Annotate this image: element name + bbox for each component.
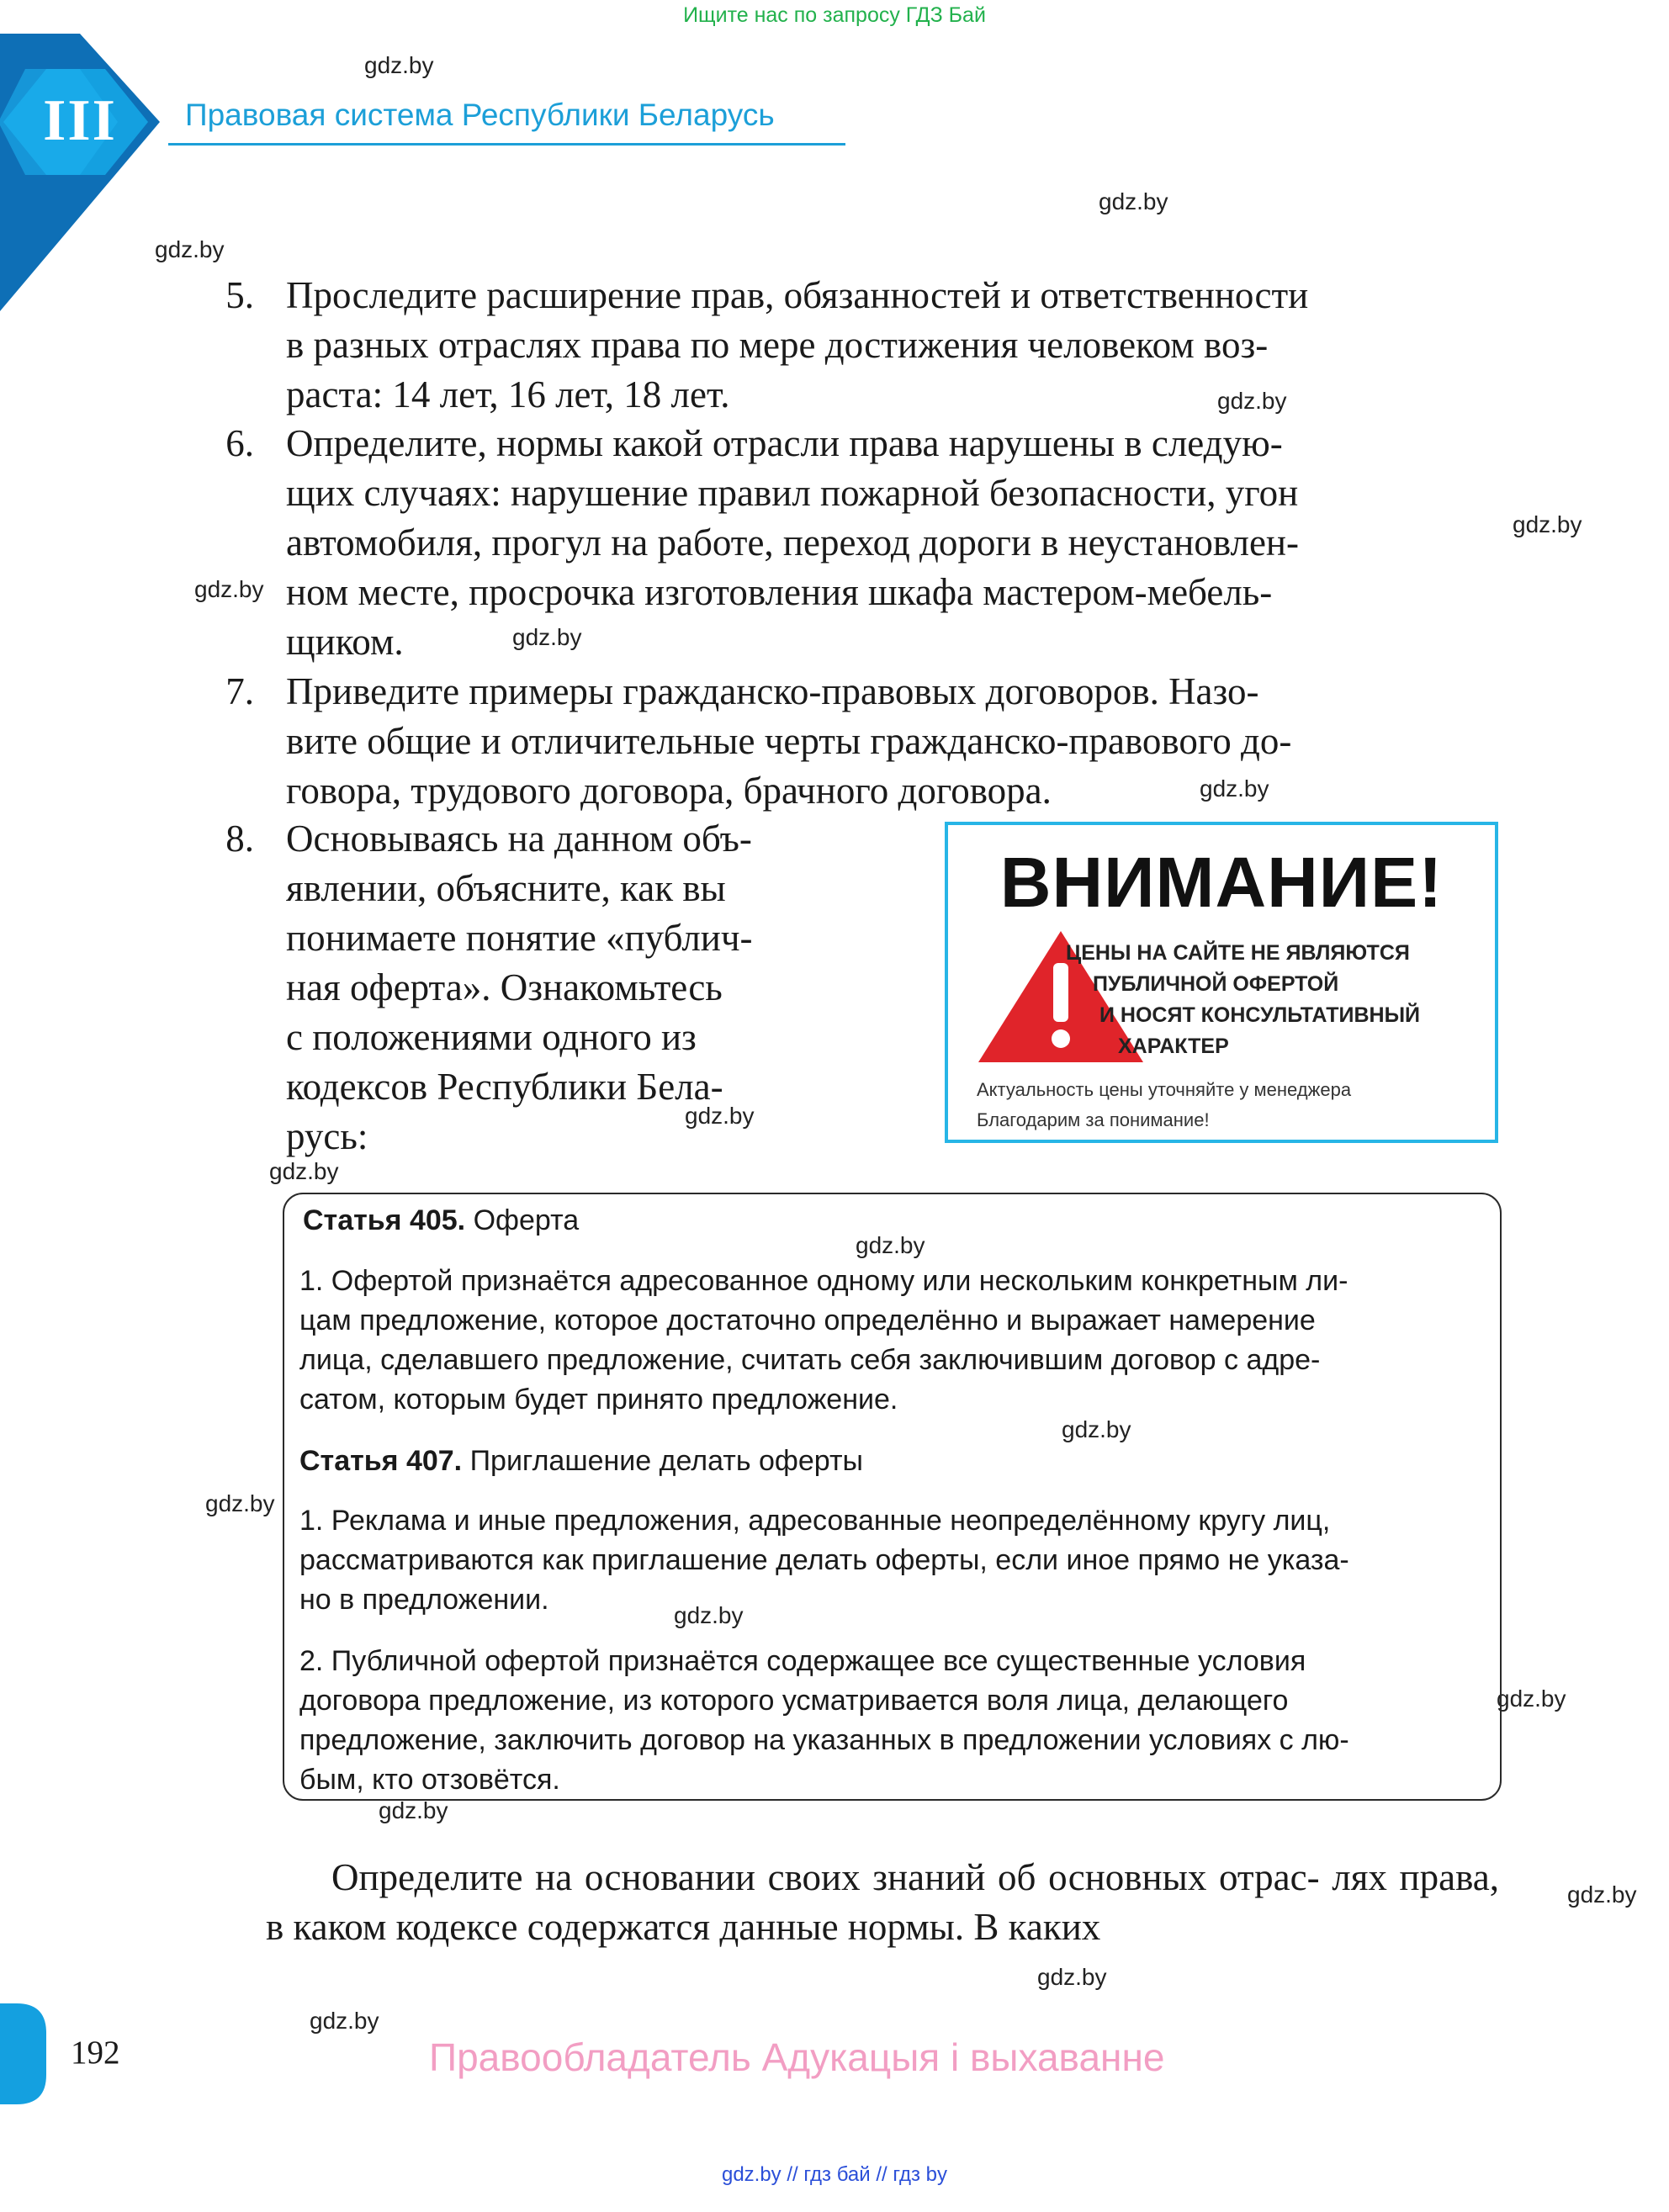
watermark: gdz.by (205, 1490, 275, 1516)
text-line: понимаете понятие «публич- (286, 917, 753, 959)
article-paragraph (299, 1642, 1489, 1800)
watermark: gdz.by (269, 1158, 339, 1184)
chapter-number: III (43, 88, 117, 153)
text-line: с положениями одного из (286, 1016, 697, 1058)
text-line: щих случаях: нарушение правил пожарной безопасности, угон (286, 472, 1299, 514)
text-line: 2. Публичной офертой признаётся содержащее все существенные условия (299, 1645, 1306, 1677)
copyright-holder: Правообладатель Адукацыя і выхаванне (429, 2035, 1165, 2079)
text-line: но в предложении. (299, 1584, 549, 1616)
article-name: Оферта (473, 1204, 580, 1236)
watermark: gdz.by (512, 624, 582, 650)
notice-note (977, 1075, 1490, 1135)
text-line: цам предложение, которое достаточно определённо и выражает намерение (299, 1304, 1316, 1336)
page-tab (0, 2003, 50, 2104)
watermark: gdz.by (1513, 511, 1582, 537)
article-paragraph (299, 1262, 1489, 1420)
text-line: Определите на основании своих знаний об основных отрас- (331, 1856, 1320, 1898)
article-name: Приглашение делать оферты (469, 1445, 863, 1477)
text-line: 1. Реклама и иные предложения, адресованные неопределённому кругу лиц, (299, 1505, 1331, 1537)
watermark: gdz.by (1200, 775, 1269, 802)
text-line: кодексов Республики Бела- (286, 1066, 723, 1108)
text-line: вите общие и отличительные черты гражданско-правового до- (286, 720, 1292, 762)
text-line: ная оферта». Ознакомьтесь (286, 966, 723, 1008)
watermark: gdz.by (1099, 188, 1168, 214)
warning-line: И НОСЯТ КОНСУЛЬТАТИВНЫЙ (1099, 1003, 1421, 1027)
watermark: gdz.by (364, 52, 434, 78)
watermark: gdz.by (155, 236, 225, 262)
warning-line: ХАРАКТЕР (1118, 1035, 1229, 1058)
text-line: явлении, объясните, как вы (286, 867, 726, 909)
watermark: gdz.by (674, 1602, 744, 1628)
task-text (286, 814, 866, 1162)
watermark: gdz.by (1062, 1416, 1131, 1442)
watermark: gdz.by (310, 2008, 379, 2034)
watermark: gdz.by (194, 576, 264, 602)
text-line: 1. Офертой признаётся адресованное одному или нескольким конкретным ли- (299, 1265, 1348, 1297)
text-line: лица, сделавшего предложение, считать себя заключившим договор с адре- (299, 1344, 1321, 1376)
search-banner: Ищите нас по запросу ГДЗ Бай (683, 3, 986, 27)
text-line: договора предложение, из которого усматривается воля лица, делающего (299, 1685, 1289, 1717)
text-line: в разных отраслях права по мере достижения человеком воз- (286, 324, 1269, 366)
article-label: Статья 407. (299, 1445, 463, 1477)
watermark: gdz.by (379, 1797, 448, 1823)
article-label: Статья 405. (303, 1204, 466, 1236)
watermark: gdz.by (685, 1103, 755, 1129)
text-line: ном месте, просрочка изготовления шкафа мастером-мебель- (286, 571, 1273, 613)
article-title (303, 1204, 579, 1237)
task-text (286, 419, 1502, 667)
task-text (286, 667, 1502, 816)
task-number: 7. (225, 670, 254, 712)
text-line: щиком. (286, 621, 404, 663)
text-line: русь: (286, 1115, 368, 1157)
text-line: Основываясь на данном объ- (286, 818, 752, 860)
warning-line: ЦЕНЫ НА САЙТЕ НЕ ЯВЛЯЮТСЯ (1066, 941, 1410, 965)
text-line: говора, трудового договора, брачного договора. (286, 770, 1052, 812)
page-number: 192 (71, 2035, 120, 2071)
article-paragraph (299, 1501, 1489, 1620)
note-line: Благодарим за понимание! (977, 1109, 1210, 1130)
article-title (299, 1445, 863, 1478)
watermark: gdz.by (1217, 388, 1287, 414)
text-line: Приведите примеры гражданско-правовых договоров. Назо- (286, 670, 1259, 712)
price-notice-card (945, 822, 1498, 1143)
closing-paragraph (266, 1853, 1499, 1952)
text-line: сатом, которым будет принято предложение. (299, 1384, 898, 1416)
task-number: 6. (225, 422, 254, 464)
text-line: Проследите расширение прав, обязанностей и ответственности (286, 274, 1309, 316)
chapter-title: Правовая система Республики Беларусь (185, 98, 775, 132)
chapter-badge (0, 34, 168, 311)
watermark: gdz.by (1567, 1881, 1637, 1908)
text-line: рассматриваются как приглашение делать оферты, если иное прямо не указа- (299, 1544, 1349, 1576)
notice-heading: ВНИМАНИЕ! (999, 843, 1444, 922)
text-line: Определите, нормы какой отрасли права нарушены в следую- (286, 422, 1283, 464)
chapter-underline (168, 143, 845, 146)
text-line: бым, кто отзовётся. (299, 1764, 560, 1796)
task-text (286, 271, 1502, 420)
notice-warning (1066, 938, 1486, 1062)
note-line: Актуальность цены уточняйте у менеджера (977, 1079, 1352, 1100)
task-number: 5. (225, 274, 254, 316)
watermark: gdz.by (856, 1232, 925, 1258)
watermark: gdz.by (1037, 1964, 1107, 1990)
text-line: автомобиля, прогул на работе, переход дороги в неустановлен- (286, 521, 1299, 564)
warning-line: ПУБЛИЧНОЙ ОФЕРТОЙ (1093, 972, 1339, 996)
task-number: 8. (225, 818, 254, 860)
text-line: предложение, заключить договор на указанных в предложении условиях с лю- (299, 1724, 1349, 1756)
text-line: раста: 14 лет, 16 лет, 18 лет. (286, 373, 730, 415)
site-links[interactable]: gdz.by // гдз бай // гдз by (721, 2163, 948, 2186)
text-line: лях права, в каком кодексе содержатся данные нормы. В каких (266, 1856, 1499, 1948)
watermark: gdz.by (1497, 1685, 1566, 1712)
